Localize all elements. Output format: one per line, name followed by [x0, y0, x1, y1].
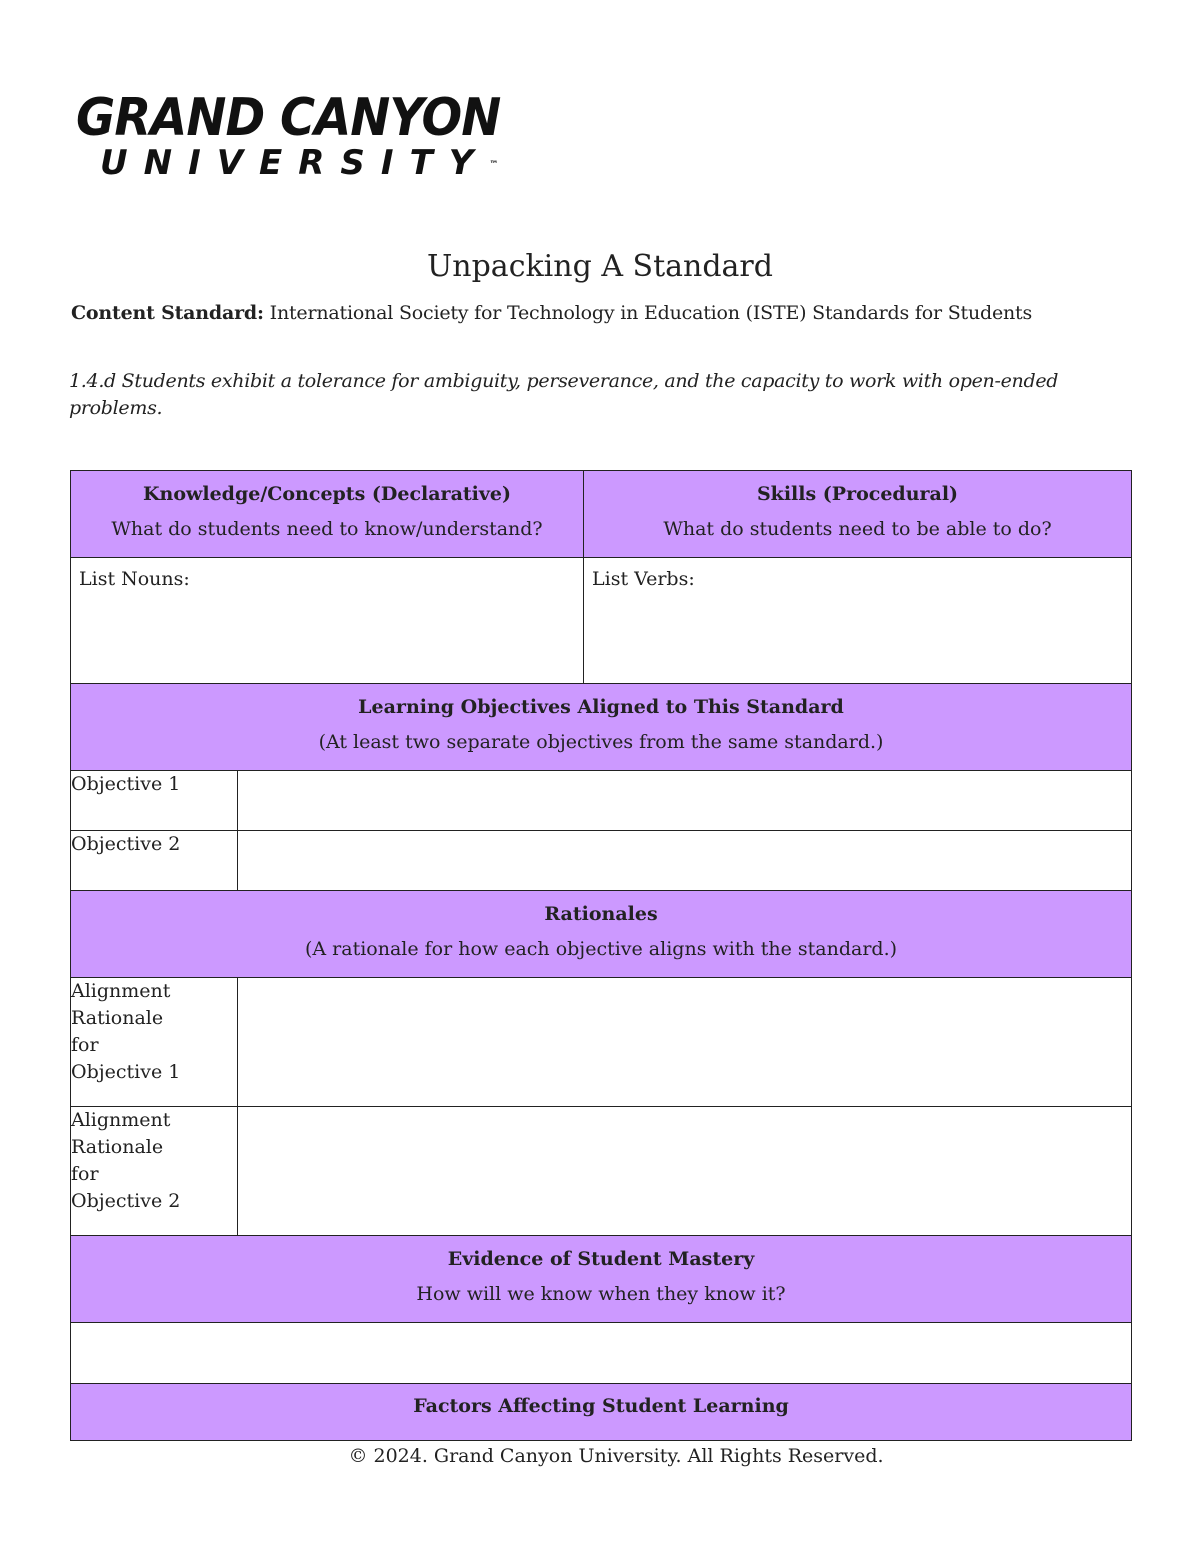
rationale-1-input[interactable] — [238, 978, 1132, 1107]
rationale-2-input[interactable] — [238, 1107, 1132, 1236]
factors-title: Factors Affecting Student Learning — [413, 1395, 789, 1417]
verbs-cell[interactable] — [584, 558, 1132, 703]
nouns-label: List Nouns: — [79, 568, 190, 590]
trademark-mark: ™ — [489, 160, 499, 170]
objective-2-input[interactable] — [238, 831, 1132, 891]
standard-statement: 1.4.d Students exhibit a tolerance for ambiguity, perseverance, and the capacity to work with open-ended problems. — [69, 370, 1059, 419]
knowledge-subtitle: What do students need to know/understand? — [111, 518, 543, 540]
content-standard-value: International Society for Technology in Education (ISTE) Standards for Students — [269, 302, 1033, 324]
rationales-subtitle: (A rationale for how each objective aligns with the standard.) — [304, 938, 898, 960]
content-standard-label: Content Standard: — [71, 302, 264, 324]
rationales-header — [71, 891, 1132, 978]
verbs-label: List Verbs: — [592, 568, 695, 590]
gcu-logo — [76, 88, 501, 183]
evidence-header — [71, 1236, 1132, 1323]
evidence-input[interactable] — [71, 1323, 1132, 1384]
skills-header — [584, 471, 1132, 558]
objective-2-label: Objective 2 — [71, 831, 238, 891]
rationales-title: Rationales — [544, 903, 658, 925]
objectives-subtitle: (At least two separate objectives from the same standard.) — [318, 731, 884, 753]
objectives-title: Learning Objectives Aligned to This Standard — [358, 696, 844, 718]
evidence-title: Evidence of Student Mastery — [447, 1248, 755, 1270]
knowledge-title: Knowledge/Concepts (Declarative) — [143, 483, 511, 505]
copyright-footer: © 2024. Grand Canyon University. All Rights Reserved. — [348, 1445, 884, 1467]
knowledge-header — [71, 471, 584, 558]
rationale-1-label: Alignment Rationale for Objective 1 — [71, 978, 238, 1107]
objectives-header — [71, 684, 1132, 771]
content-standard-line — [71, 302, 1141, 324]
skills-title: Skills (Procedural) — [756, 483, 959, 505]
evidence-subtitle: How will we know when they know it? — [416, 1283, 786, 1305]
skills-subtitle: What do students need to be able to do? — [663, 518, 1052, 540]
page-title: Unpacking A Standard — [427, 249, 773, 284]
objective-1-label: Objective 1 — [71, 771, 238, 831]
nouns-cell[interactable] — [71, 558, 584, 703]
objective-1-input[interactable] — [238, 771, 1132, 831]
rationale-2-label: Alignment Rationale for Objective 2 — [71, 1107, 238, 1236]
objectives-table — [70, 683, 1132, 1441]
factors-header — [71, 1384, 1132, 1441]
logo-wordmark-bottom: UNIVERSITY™ — [100, 143, 499, 183]
logo-wordmark-top: GRAND CANYON — [76, 88, 501, 148]
knowledge-skills-table — [70, 470, 1132, 703]
